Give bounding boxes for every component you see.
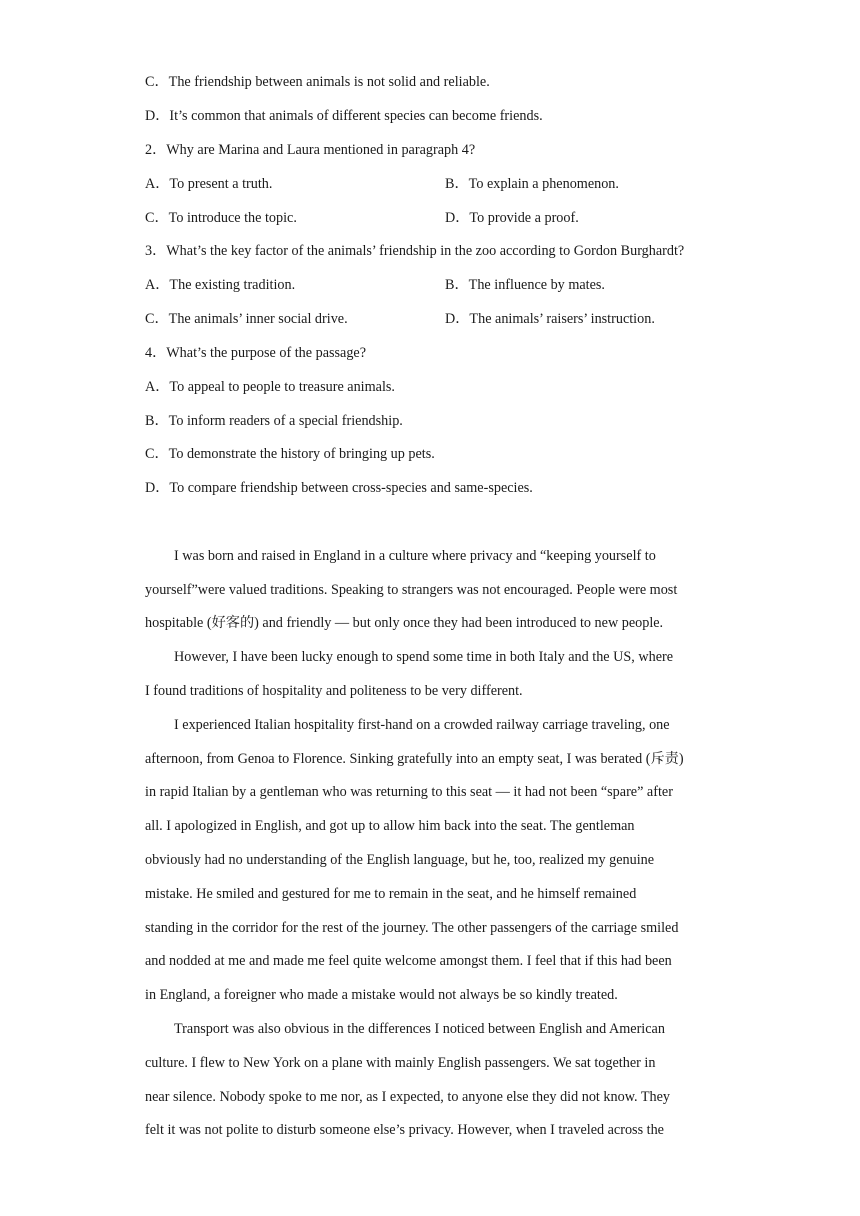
passage-p1-line-2: yourself”were valued traditions. Speaking to strangers was not encouraged. People were most [145, 582, 678, 598]
passage-p3-line-6: mistake. He smiled and gestured for me to remain in the seat, and he himself remained [145, 886, 637, 902]
passage-p3-line-5: obviously had no understanding of the English language, but he, too, realized my genuine [145, 852, 655, 868]
passage-p2-line-1: However, I have been lucky enough to spend some time in both Italy and the US, where [174, 649, 674, 665]
passage-p4-line-2: culture. I flew to New York on a plane with mainly English passengers. We sat together in [145, 1055, 656, 1071]
q1-option-c: C．The friendship between animals is not solid and reliable. [145, 74, 490, 90]
q3-option-d: D．The animals’ raisers’ instruction. [445, 311, 655, 327]
passage-p3-line-4: all. I apologized in English, and got up to allow him back into the seat. The gentleman [145, 818, 635, 834]
passage-p3-line-1: I experienced Italian hospitality first-hand on a crowded railway carriage traveling, one [174, 717, 670, 733]
q2-option-c: C．To introduce the topic. [145, 210, 297, 226]
q3-stem: 3．What’s the key factor of the animals’ friendship in the zoo according to Gordon Burghardt? [145, 243, 685, 259]
q3-option-b: B．The influence by mates. [445, 277, 605, 293]
passage-p2-line-2: I found traditions of hospitality and politeness to be very different. [145, 683, 523, 699]
q4-option-d: D．To compare friendship between cross-species and same-species. [145, 480, 533, 496]
passage-p3-line-3: in rapid Italian by a gentleman who was returning to this seat — it had not been “spare” after [145, 784, 673, 800]
q3-option-c: C．The animals’ inner social drive. [145, 311, 348, 327]
q4-option-c: C．To demonstrate the history of bringing up pets. [145, 446, 435, 462]
passage-p1-line-3: hospitable (好客的) and friendly — but only once they had been introduced to new people. [145, 615, 664, 631]
q2-option-b: B．To explain a phenomenon. [445, 176, 619, 192]
passage-p3-line-7: standing in the corridor for the rest of the journey. The other passengers of the carriage smiled [145, 920, 679, 936]
q1-option-d: D．It’s common that animals of different species can become friends. [145, 108, 543, 124]
passage-p4-line-4: felt it was not polite to disturb someone else’s privacy. However, when I traveled across the [145, 1122, 664, 1138]
q4-option-b: B．To inform readers of a special friendship. [145, 413, 403, 429]
q3-option-a: A．The existing tradition. [145, 277, 296, 293]
passage-p3-line-8: and nodded at me and made me feel quite welcome amongst them. I feel that if this had been [145, 953, 672, 969]
q2-stem: 2．Why are Marina and Laura mentioned in paragraph 4? [145, 142, 476, 158]
passage-p3-line-9: in England, a foreigner who made a mistake would not always be so kindly treated. [145, 987, 618, 1003]
q2-option-a: A．To present a truth. [145, 176, 273, 192]
passage-p4-line-1: Transport was also obvious in the differences I noticed between English and American [174, 1021, 665, 1037]
passage-p4-line-3: near silence. Nobody spoke to me nor, as I expected, to anyone else they did not know. They [145, 1089, 671, 1105]
passage-p1-line-1: I was born and raised in England in a culture where privacy and “keeping yourself to [174, 548, 656, 564]
q4-stem: 4．What’s the purpose of the passage? [145, 345, 367, 361]
q4-option-a: A．To appeal to people to treasure animals. [145, 379, 395, 395]
q2-option-d: D．To provide a proof. [445, 210, 579, 226]
passage-p3-line-2: afternoon, from Genoa to Florence. Sinking gratefully into an empty seat, I was berated (斥责) [145, 751, 684, 767]
